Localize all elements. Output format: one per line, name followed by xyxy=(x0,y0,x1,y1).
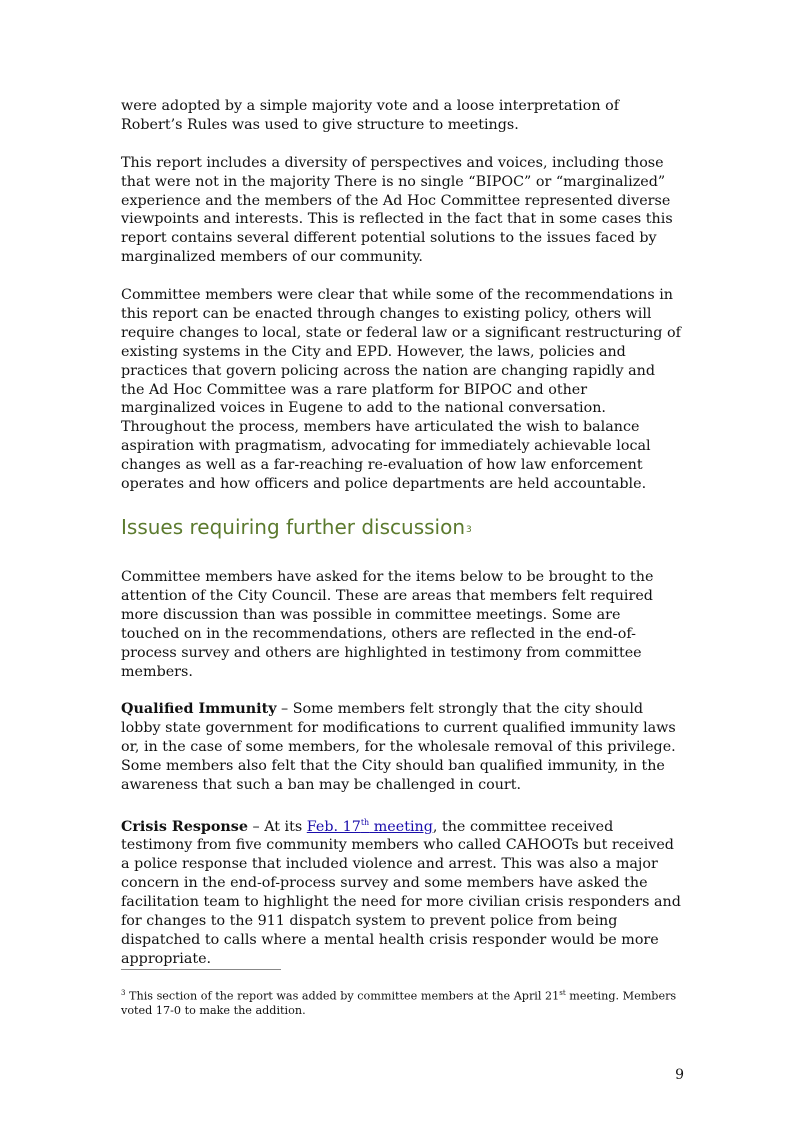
crisis-response-term: Crisis Response xyxy=(121,818,248,835)
feb-17-meeting-link[interactable] xyxy=(307,819,433,835)
crisis-response-text-after: , the committee received testimony from five community members who called CAHOOTs but received a police response that included violence and arrest. This was also a major concern in the end-of-process survey and some members have asked the facilitation team to highlight the need for more civilian crisis responders and for changes to the 911 dispatch system to prevent police from being dispatched to calls where a mental health crisis responder would be more appropriate. xyxy=(121,818,681,967)
link-text: Feb. 17 xyxy=(306,818,361,835)
paragraph-recommendations-context: Committee members were clear that while some of the recommendations in this report can be enacted through changes to existing policy, others will require changes to local, state or federal law or a significant restructuring of existing systems in the City and EPD. However, the laws, policies and practices that govern policing across the nation are changing rapidly and the Ad Hoc Committee was a rare platform for BIPOC and other marginalized voices in Eugene to add to the national conversation. Throughout the process, members have articulated the wish to balance aspiration with pragmatism, advocating for immediately achievable local changes as well as a far-reaching re-evaluation of how law enforcement operates and how officers and police departments are held accountable. xyxy=(121,287,681,493)
footnote-sup: st xyxy=(559,989,566,997)
footnote-marker: 3 xyxy=(121,989,126,997)
footnote-text-after: meeting. Members voted 17-0 to make the addition. xyxy=(121,989,677,1018)
section-heading-text: Issues requiring further discussion xyxy=(121,515,466,539)
paragraph-crisis-response xyxy=(121,814,681,969)
link-text-after: meeting xyxy=(369,818,433,835)
paragraph-section-intro: Committee members have asked for the items below to be brought to the attention of the City Council. These are areas that members felt required more discussion than was possible in committee meetings. Some are touched on in the recommendations, others are reflected in the end-of-process survey and others are highlighted in testimony from committee members. xyxy=(121,569,654,680)
page-number: 9 xyxy=(675,1067,684,1083)
paragraph-meeting-rules: were adopted by a simple majority vote and a loose interpretation of Robert’s Rules was used to give structure to meetings. xyxy=(121,98,619,133)
page-body xyxy=(121,97,681,988)
heading-footnote-ref[interactable]: 3 xyxy=(466,525,472,535)
qualified-immunity-text: – Some members felt strongly that the city should lobby state government for modifications to current qualified immunity laws or, in the case of some members, for the wholesale removal of this privilege. Some members also felt that the City should ban qualified immunity, in the awareness that such a ban may be challenged in court. xyxy=(121,701,676,793)
footnote-text-before: This section of the report was added by committee members at the April 21 xyxy=(125,989,560,1003)
qualified-immunity-term: Qualified Immunity xyxy=(121,701,277,718)
footnote-divider xyxy=(121,969,281,970)
paragraph-qualified-immunity xyxy=(121,700,681,795)
section-heading xyxy=(121,514,681,543)
footnote xyxy=(121,986,681,1019)
link-sup: th xyxy=(360,817,370,827)
crisis-response-text-before: – At its xyxy=(247,818,307,835)
paragraph-diverse-perspectives: This report includes a diversity of perspectives and voices, including those that were not in the majority There is no single “BIPOC” or “marginalized” experience and the members of the Ad Hoc Committee represented diverse viewpoints and interests. This is reflected in the fact that in some cases this report contains several different potential solutions to the issues faced by marginalized members of our community. xyxy=(121,154,673,266)
